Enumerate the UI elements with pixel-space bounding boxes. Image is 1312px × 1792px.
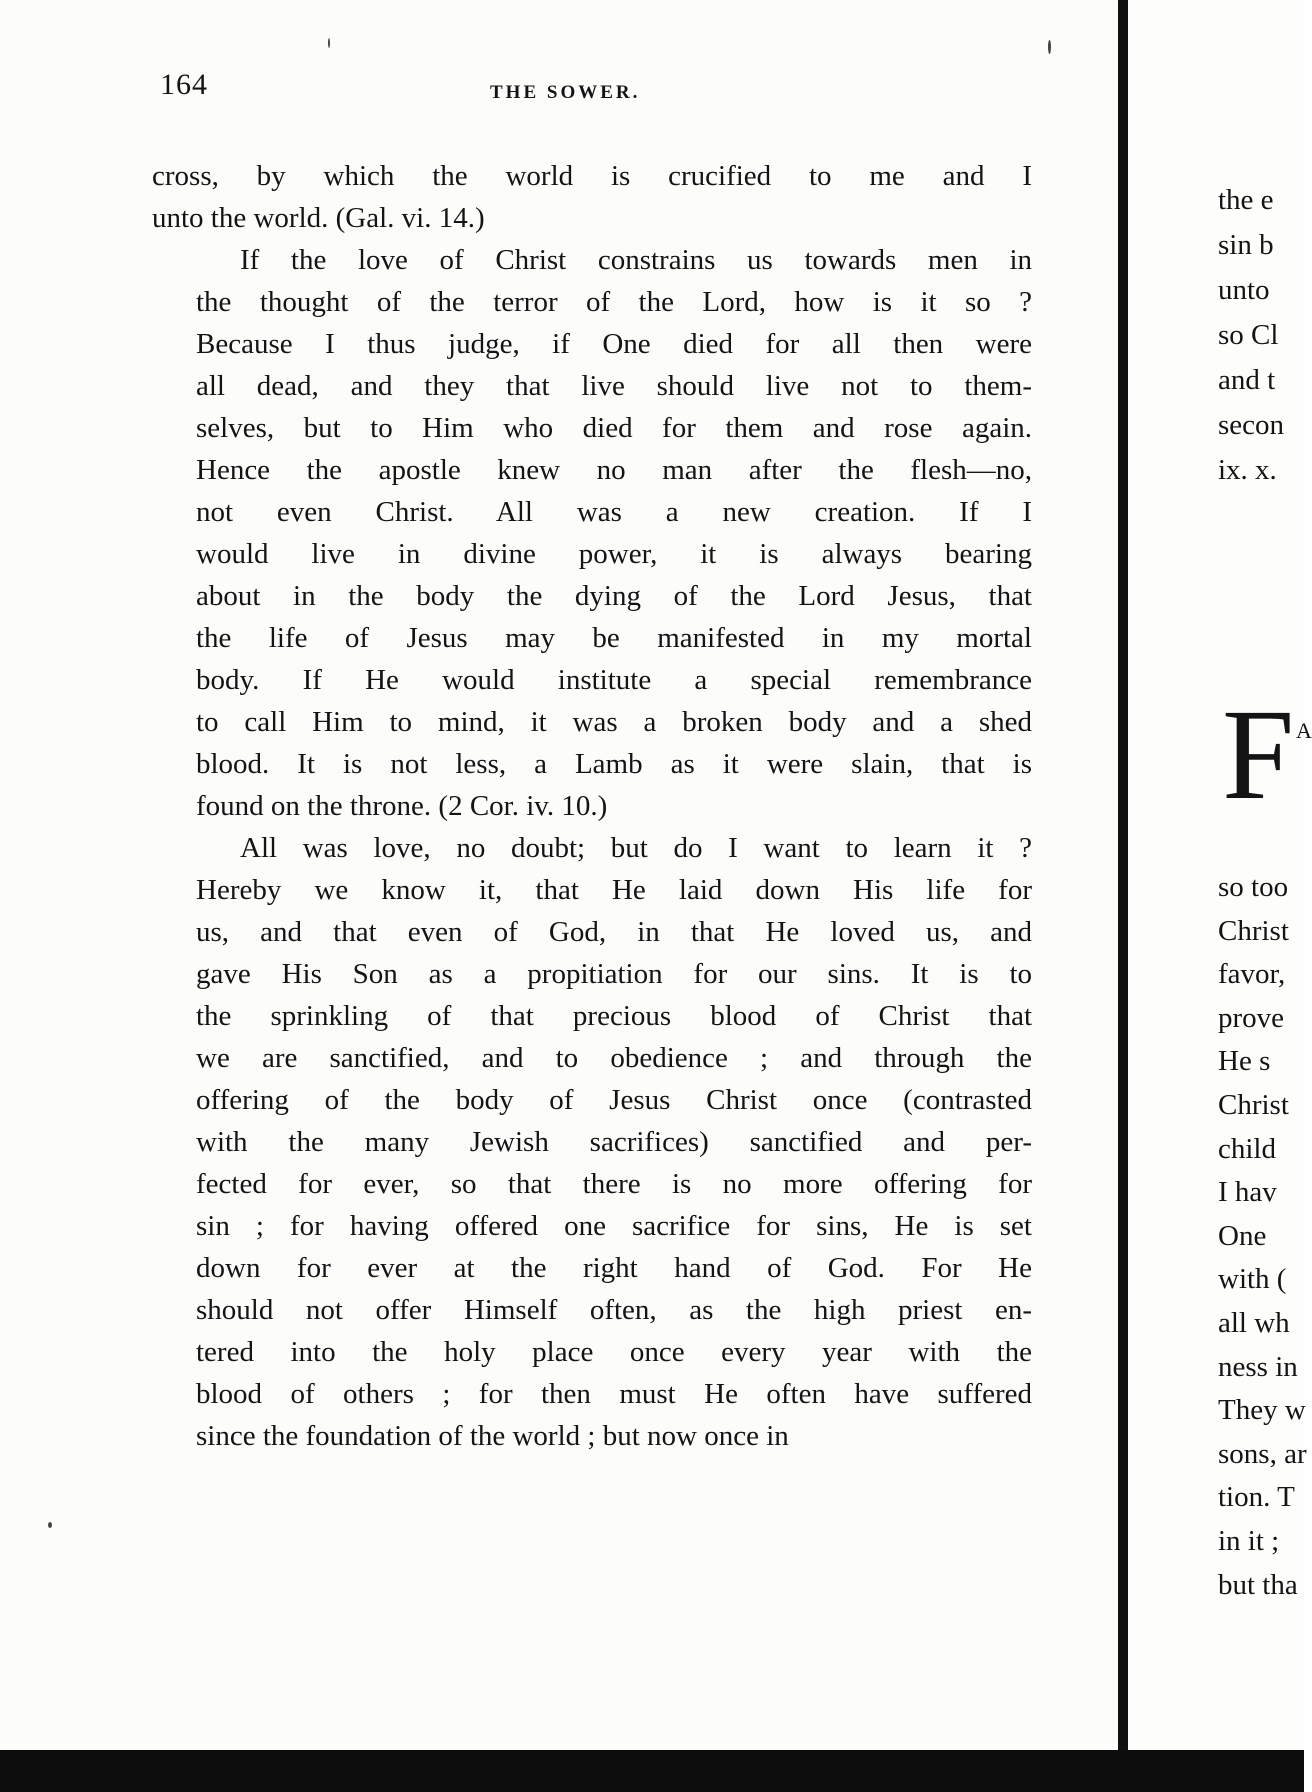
- fragment-line: all wh: [1218, 1306, 1290, 1339]
- fragment-line: ix. x.: [1218, 454, 1277, 486]
- scan-speck: [1048, 40, 1051, 54]
- text-line: since the foundation of the world ; but now once in: [196, 1420, 789, 1452]
- text-line: found on the throne. (2 Cor. iv. 10.): [196, 790, 608, 822]
- text-line: cross, by which the world is crucified to me and I: [152, 160, 1032, 192]
- text-line: selves, but to Him who died for them and rose again.: [196, 412, 1032, 444]
- page-number: 164: [160, 68, 208, 101]
- text-line: body. If He would institute a special remembrance: [196, 664, 1032, 696]
- text-line: Hence the apostle knew no man after the flesh—no,: [196, 454, 1032, 486]
- text-line: All was love, no doubt; but do I want to learn it ?: [240, 832, 1032, 864]
- text-line: the life of Jesus may be manifested in my mortal: [196, 622, 1032, 654]
- fragment-line: They w: [1218, 1394, 1306, 1427]
- fragment-line: I hav: [1218, 1176, 1277, 1209]
- text-line: tered into the holy place once every year with the: [196, 1336, 1032, 1368]
- fragment-line: so too: [1218, 871, 1289, 903]
- fragment-line: ness in: [1218, 1350, 1298, 1383]
- text-line: the sprinkling of that precious blood of Christ that: [196, 1000, 1032, 1032]
- fragment-line: Christ: [1218, 914, 1289, 947]
- paragraph: [152, 239, 1032, 827]
- fragment-line: the e: [1218, 184, 1274, 216]
- text-line: we are sanctified, and to obedience ; and through the: [196, 1042, 1032, 1074]
- fragment-line: sin b: [1218, 229, 1274, 261]
- running-head: [160, 62, 1040, 102]
- fragment-line: but tha: [1218, 1568, 1298, 1601]
- right-page-bottom-fragment: [1218, 866, 1307, 1607]
- book-gutter: [1118, 0, 1128, 1750]
- text-line: fected for ever, so that there is no more offering for: [196, 1168, 1032, 1200]
- fragment-line: favor,: [1218, 958, 1286, 991]
- fragment-line: prove: [1218, 1001, 1285, 1034]
- fragment-line: tion. T: [1218, 1481, 1295, 1514]
- text-line: with the many Jewish sacrifices) sanctified and per-: [196, 1126, 1032, 1158]
- fragment-line: in it ;: [1218, 1524, 1280, 1557]
- fragment-line: unto: [1218, 274, 1270, 306]
- fragment-line: with (: [1218, 1263, 1287, 1296]
- text-line: blood. It is not less, a Lamb as it were slain, that is: [196, 748, 1032, 780]
- text-line: would live in divine power, it is always bearing: [196, 538, 1032, 570]
- fragment-line: child: [1218, 1132, 1276, 1165]
- running-title: THE SOWER.: [490, 82, 641, 103]
- scan-speck: [328, 38, 330, 48]
- text-line: to call Him to mind, it was a broken body and a shed: [196, 706, 1032, 738]
- drop-cap-small-letter: A: [1296, 718, 1312, 743]
- paragraph: [152, 155, 1032, 239]
- right-page-top-fragment: [1218, 178, 1284, 493]
- fragment-line: One: [1218, 1219, 1267, 1252]
- text-line: If the love of Christ constrains us towards men in: [240, 244, 1032, 276]
- fragment-line: secon: [1218, 409, 1285, 441]
- scan-speck: [48, 1522, 52, 1528]
- fragment-line: and t: [1218, 364, 1276, 396]
- text-line: not even Christ. All was a new creation. If I: [196, 496, 1032, 528]
- right-page-fragment: [1128, 0, 1312, 1750]
- text-line: sin ; for having offered one sacrifice for sins, He is set: [196, 1210, 1032, 1242]
- text-line: Hereby we know it, that He laid down His life for: [196, 874, 1032, 906]
- text-line: the thought of the terror of the Lord, how is it so ?: [196, 286, 1032, 318]
- fragment-line: He s: [1218, 1045, 1271, 1078]
- text-line: down for ever at the right hand of God. For He: [196, 1252, 1032, 1284]
- text-line: about in the body the dying of the Lord Jesus, that: [196, 580, 1032, 612]
- text-line: unto the world. (Gal. vi. 14.): [152, 202, 485, 234]
- fragment-line: so Cl: [1218, 319, 1279, 351]
- text-line: should not offer Himself often, as the high priest en-: [196, 1294, 1032, 1326]
- text-line: us, and that even of God, in that He loved us, and: [196, 916, 1032, 948]
- body-text: [152, 155, 1032, 1457]
- text-line: gave His Son as a propitiation for our sins. It is to: [196, 958, 1032, 990]
- text-line: Because I thus judge, if One died for all then were: [196, 328, 1032, 360]
- scan-bottom-edge: [0, 1750, 1304, 1792]
- fragment-line: Christ: [1218, 1088, 1289, 1121]
- text-line: blood of others ; for then must He often have suffered: [196, 1378, 1032, 1410]
- drop-cap: F: [1222, 683, 1295, 827]
- fragment-line: sons, ar: [1218, 1437, 1307, 1470]
- paragraph: [152, 827, 1032, 1457]
- text-line: all dead, and they that live should live not to them-: [196, 370, 1032, 402]
- text-line: offering of the body of Jesus Christ once (contrasted: [196, 1084, 1032, 1116]
